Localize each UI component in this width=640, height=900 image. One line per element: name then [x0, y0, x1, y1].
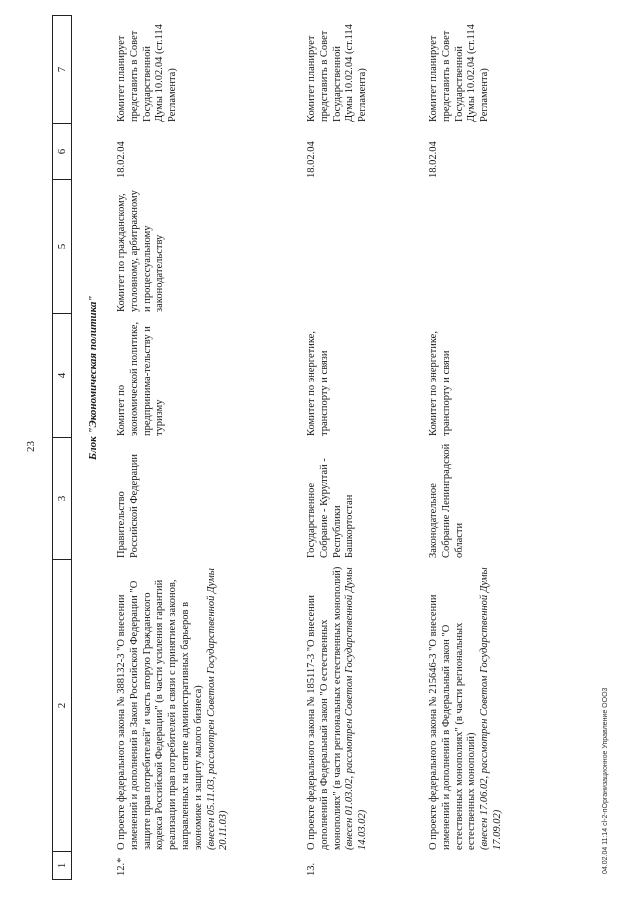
bill-initiator: Правительство Российской Федерации: [116, 454, 140, 558]
bill-note: (внесен 01.03.02, рассмотрен Советом Государственной Думы 14.03.02): [344, 567, 369, 850]
header-col-3: 3: [53, 437, 71, 559]
header-col-1: 1: [53, 851, 71, 879]
bill-title: О проекте федерального закона № 388132-3 "О внесении изменений и дополнений в Закон Российской Федерации "О защите прав потребителей" и часть вторую Гражданского кодекса Российской Федерации" (в части усиления гарантий реализации прав потребителей в связи с принятием законов, направленных на снятие административных барьеров в экономике и защиту малого бизнеса): [116, 579, 204, 850]
bill-description: [116, 562, 231, 850]
header-col-6: 6: [53, 123, 71, 179]
header-col-5: 5: [53, 179, 71, 313]
review-date: 18.02.04: [306, 141, 317, 178]
responsible-committee: Комитет по экономической политике, предпринима-тельству и туризму: [116, 321, 166, 436]
review-date: 18.02.04: [428, 141, 439, 178]
header-col-2: 2: [53, 559, 71, 851]
responsible-committee: Комитет по энергетике, транспорту и связи: [428, 331, 452, 436]
header-col-4: 4: [53, 313, 71, 437]
row-number: 12.*: [116, 857, 127, 876]
remark: Комитет планирует представить в Совет Государственной Думы 10.02.04 (ст.114 Регламента): [306, 24, 369, 122]
row-number: 13.: [306, 862, 317, 876]
bill-description: [306, 562, 370, 850]
rotated-document-page: [16, 15, 611, 880]
bill-note: (внесен 05.11.03, рассмотрен Советом Государственной Думы 20.11.03): [205, 568, 230, 850]
block-title: Блок "Экономическая политика": [87, 295, 99, 460]
remark: Комитет планирует представить в Совет Государственной Думы 10.02.04 (ст.114 Регламента): [116, 24, 179, 122]
table-header: [52, 15, 72, 880]
bill-initiator: Законодательное Собрание Ленинградской области: [428, 443, 465, 558]
bill-title: О проекте федерального закона № 215646-3 "О внесении изменений и дополнений в Федеральный закон "О естественных монополиях" (в части региональных естественных монополий): [428, 594, 478, 850]
bill-description: [428, 562, 505, 850]
remark: Комитет планирует представить в Совет Государственной Думы 10.02.04 (ст.114 Регламента): [428, 24, 491, 122]
co-committee: Комитет по гражданскому, уголовному, арбитражному и процессуальному законодательству: [116, 190, 166, 312]
print-footer: 04.02.04 11:14 cl-2-пОрганизационное Управление ООО3: [602, 687, 609, 874]
bill-note: (внесен 17.06.02, рассмотрен Советом Государственной Думы 17.09.02): [479, 567, 503, 850]
page-number: 23: [25, 441, 37, 452]
bill-initiator: Государственное Собрание - Курултай - Республики Башкортостан: [306, 458, 356, 558]
bill-title: О проекте федерального закона № 185117-3 "О внесении дополнений в Федеральный закон "О естественных монополиях" (в части региональных естественных монополий): [306, 566, 343, 850]
header-col-7: 7: [55, 66, 68, 73]
responsible-committee: Комитет по энергетике, транспорту и связи: [306, 331, 330, 436]
review-date: 18.02.04: [116, 141, 127, 178]
